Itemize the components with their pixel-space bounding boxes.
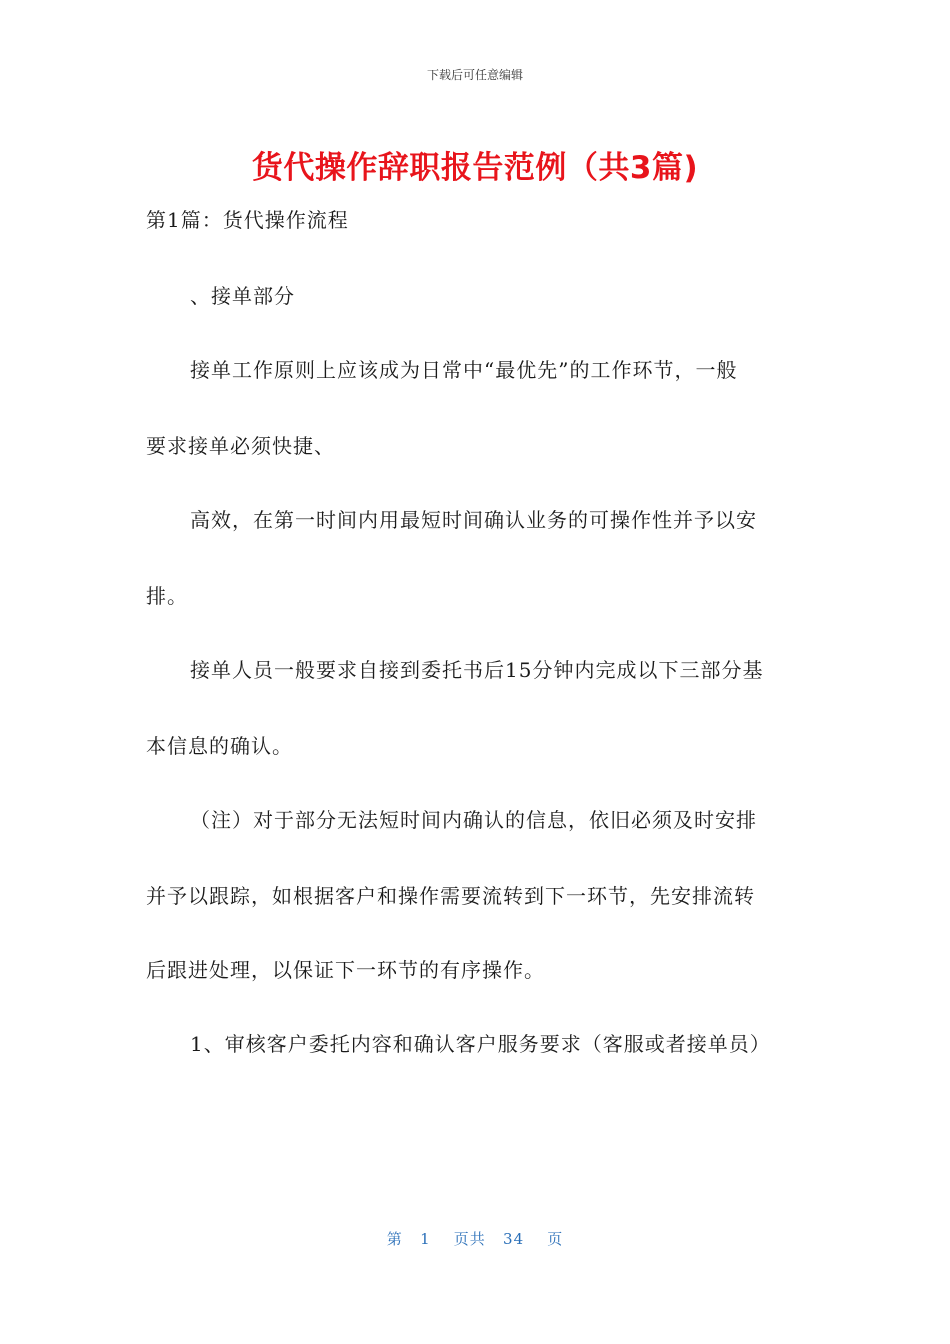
- header-note: 下载后可任意编辑: [426, 68, 523, 82]
- paragraph-line: 高效，在第一时间内用最短时间确认业务的可操作性并予以安: [190, 508, 757, 532]
- footer-total-pages: 34: [503, 1230, 525, 1248]
- paragraph-line: 并予以跟踪，如根据客户和操作需要流转到下一环节，先安排流转: [146, 884, 755, 908]
- footer-page-number: 1: [420, 1230, 431, 1248]
- paragraph-line: （注）对于部分无法短时间内确认的信息，依旧必须及时安排: [190, 808, 757, 832]
- paragraph-line: 本信息的确认。: [146, 734, 293, 758]
- footer-middle: 页共: [453, 1230, 486, 1248]
- section-heading: 第1篇：货代操作流程: [146, 208, 349, 232]
- subsection-heading: 、接单部分: [190, 284, 295, 308]
- paragraph-line: 要求接单必须快捷、: [146, 434, 335, 458]
- footer-suffix: 页: [547, 1230, 564, 1248]
- paragraph-line: 排。: [146, 584, 188, 608]
- paragraph-line: 接单人员一般要求自接到委托书后15分钟内完成以下三部分基: [190, 658, 764, 682]
- paragraph-line: 接单工作原则上应该成为日常中“最优先”的工作环节，一般: [190, 358, 738, 382]
- document-title: 货代操作辞职报告范例（共3篇): [251, 150, 699, 186]
- page-footer: [0, 1228, 950, 1249]
- footer-prefix: 第: [386, 1230, 403, 1248]
- list-item: 1、审核客户委托内容和确认客户服务要求（客服或者接单员）: [190, 1032, 771, 1056]
- paragraph-line: 后跟进处理，以保证下一环节的有序操作。: [146, 958, 545, 982]
